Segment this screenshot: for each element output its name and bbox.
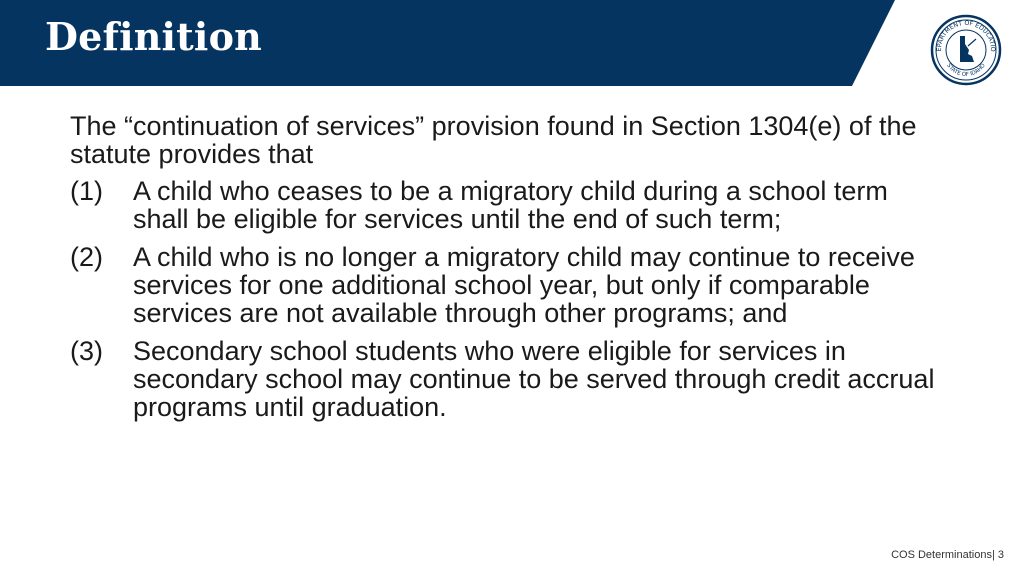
list-item — [70, 337, 950, 421]
idaho-state-seal-icon — [930, 14, 1002, 86]
definition-body — [70, 112, 950, 431]
list-item — [70, 177, 950, 233]
intro-paragraph: The “continuation of services” provision found in Section 1304(e) of the statute provides that — [70, 111, 917, 169]
seal-bottom-text: STATE OF IDAHO — [945, 62, 987, 79]
list-item — [70, 243, 950, 327]
header-band — [0, 0, 1024, 86]
list-item-text: Secondary school students who were eligible for services in secondary school may continue to be served through credit accrual programs until graduation. — [133, 336, 935, 422]
list-item-number: (1) — [70, 176, 103, 206]
list-item-text: A child who is no longer a migratory child may continue to receive services for one additional school year, but only if comparable services are not available through other programs; and — [133, 242, 915, 328]
page-title: Definition — [45, 14, 262, 59]
list-item-number: (2) — [70, 242, 103, 272]
list-item-text: A child who ceases to be a migratory child during a school term shall be eligible for services until the end of such term; — [133, 176, 888, 234]
seal-top-text: EPARTMENT OF EDUCATIO — [935, 19, 997, 52]
footer-slide-label: COS Determinations| 3 — [891, 549, 1004, 561]
list-item-number: (3) — [70, 336, 103, 366]
